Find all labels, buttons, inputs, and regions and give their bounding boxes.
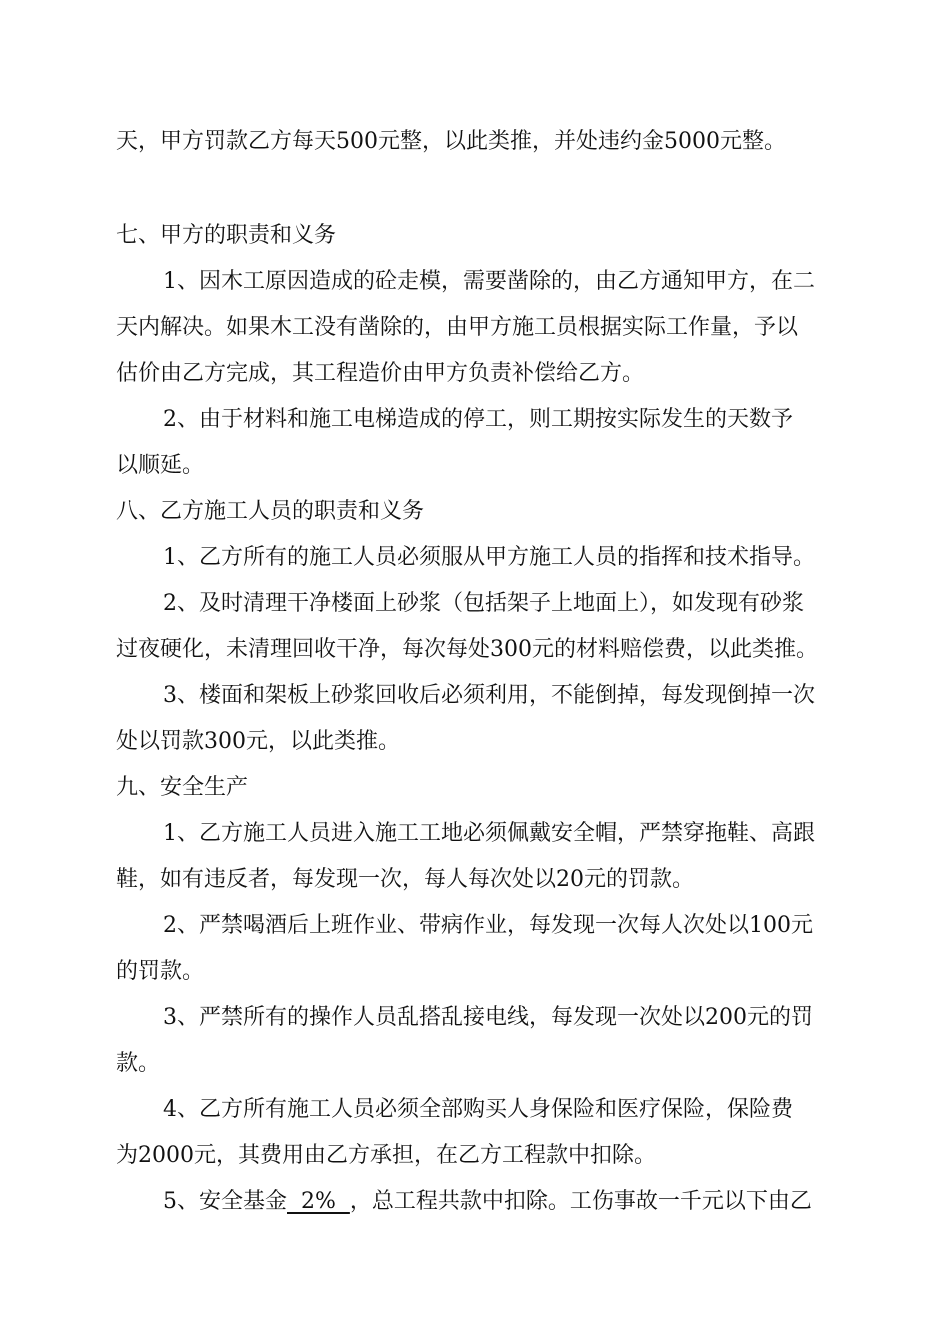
section-7-item-2-line-2: 以顺延。: [116, 453, 205, 478]
section-8-item-2-line-1: 2、及时清理干净楼面上砂浆（包括架子上地面上），如发现有砂浆: [163, 591, 804, 616]
safety-fund-prefix: 5、安全基金: [163, 1189, 287, 1214]
section-7-item-2-line-1: 2、由于材料和施工电梯造成的停工，则工期按实际发生的天数予: [163, 407, 793, 432]
section-9-item-1-line-2: 鞋，如有违反者，每发现一次，每人每次处以20元的罚款。: [116, 867, 694, 892]
section-8-item-3-line-2: 处以罚款300元，以此类推。: [116, 729, 400, 754]
safety-fund-rate: 2%: [287, 1189, 350, 1214]
section-7-item-1-line-1: 1、因木工原因造成的砼走模，需要凿除的，由乙方通知甲方，在二: [163, 269, 815, 294]
continuation-text: 天，甲方罚款乙方每天500元整，以此类推，并处违约金5000元整。: [116, 129, 786, 154]
continuation-paragraph: [0, 127, 950, 157]
section-9-item-4-line-1: 4、乙方所有施工人员必须全部购买人身保险和医疗保险，保险费: [163, 1097, 793, 1122]
section-heading-9: 九、安全生产: [116, 775, 249, 800]
section-9-item-5-line-1: [0, 1187, 950, 1217]
section-9-item-4-line-2: 为2000元，其费用由乙方承担，在乙方工程款中扣除。: [116, 1143, 656, 1168]
section-8-item-3-line-1: 3、楼面和架板上砂浆回收后必须利用，不能倒掉，每发现倒掉一次: [163, 683, 815, 708]
section-8-item-2-line-2: 过夜硬化，未清理回收干净，每次每处300元的材料赔偿费，以此类推。: [116, 637, 818, 662]
section-9-item-3-line-2: 款。: [116, 1051, 161, 1076]
section-7-item-1-line-3: 估价由乙方完成，其工程造价由甲方负责补偿给乙方。: [116, 361, 645, 386]
section-8-item-1: 1、乙方所有的施工人员必须服从甲方施工人员的指挥和技术指导。: [163, 545, 815, 570]
section-9-item-1-line-1: 1、乙方施工人员进入施工工地必须佩戴安全帽，严禁穿拖鞋、高跟: [163, 821, 815, 846]
safety-fund-suffix: ，总工程共款中扣除。工伤事故一千元以下由乙: [349, 1189, 812, 1214]
section-9-item-2-line-2: 的罚款。: [116, 959, 205, 984]
section-heading-7: 七、甲方的职责和义务: [116, 223, 337, 248]
section-9-item-3-line-1: 3、严禁所有的操作人员乱搭乱接电线，每发现一次处以200元的罚: [163, 1005, 813, 1030]
section-7-item-1-line-2: 天内解决。如果木工没有凿除的，由甲方施工员根据实际工作量，予以: [116, 315, 799, 340]
section-9-item-2-line-1: 2、严禁喝酒后上班作业、带病作业，每发现一次每人次处以100元: [163, 913, 813, 938]
section-heading-8: 八、乙方施工人员的职责和义务: [116, 499, 425, 524]
